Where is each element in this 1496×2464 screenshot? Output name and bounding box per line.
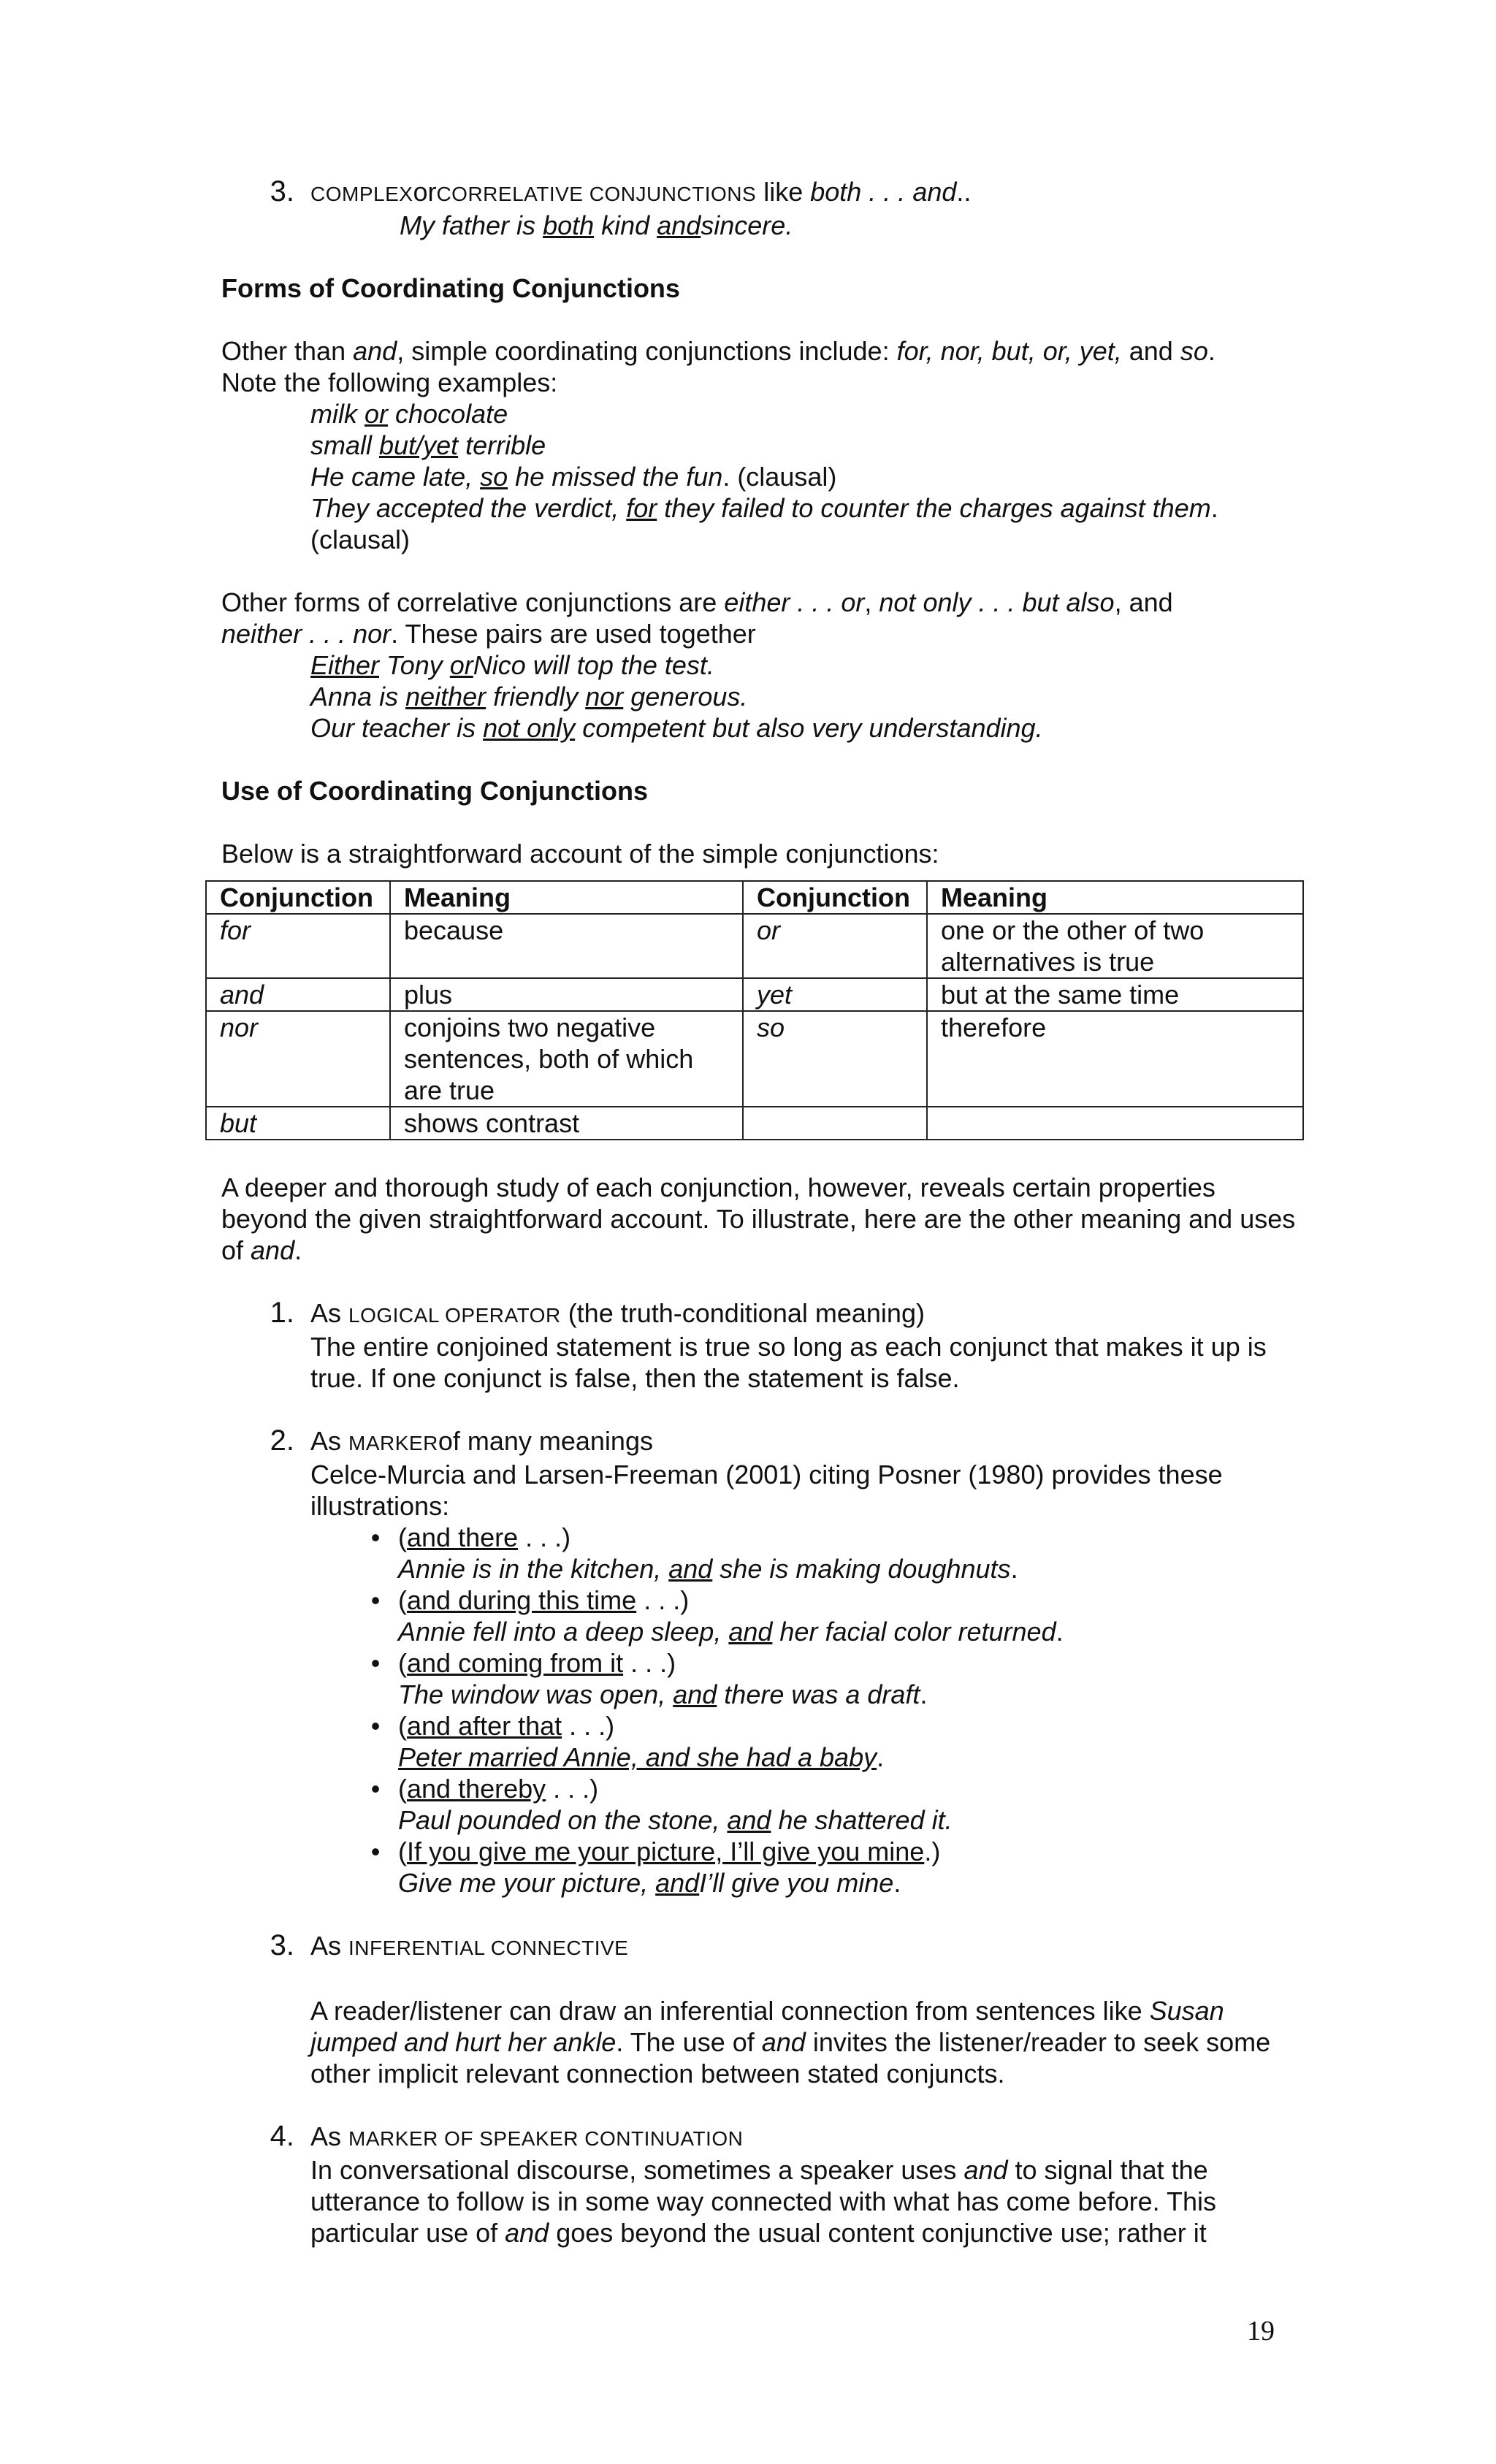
table-header: Conjunction	[743, 881, 927, 914]
example-line: (clausal)	[310, 525, 411, 554]
list-item: • (and coming from it . . .) The window was open, and there was a draft.	[310, 1647, 1302, 1710]
table-header: Meaning	[390, 881, 743, 914]
table-cell: but at the same time	[927, 978, 1303, 1011]
illustration-list	[221, 1522, 1302, 1899]
use-intro: Below is a straightforward account of the simple conjunctions:	[221, 839, 939, 869]
table-cell: shows contrast	[390, 1107, 743, 1140]
table-cell: nor	[206, 1011, 390, 1107]
table-cell: and	[206, 978, 390, 1011]
table-cell: but	[206, 1107, 390, 1140]
table-cell: yet	[743, 978, 927, 1011]
table-cell: so	[743, 1011, 927, 1107]
page-content	[221, 176, 1302, 2249]
example-line: small but/yet terrible	[310, 430, 546, 460]
bullet-icon: •	[370, 1585, 381, 1615]
table-cell: or	[743, 914, 927, 978]
table-cell	[927, 1107, 1303, 1140]
example-line: He came late, so he missed the fun. (clausal)	[310, 462, 837, 492]
conjunction-table	[205, 880, 1304, 1140]
table-cell	[743, 1107, 927, 1140]
list-item: • (and thereby . . .) Paul pounded on the stone, and he shattered it.	[310, 1773, 1302, 1836]
deeper-paragraph: A deeper and thorough study of each conjunction, however, reveals certain properties beyond the given straightforward account. To illustrate, here are the other meaning and uses of and.	[221, 1172, 1296, 1265]
list-item: • (and there . . .) Annie is in the kitchen, and she is making doughnuts.	[310, 1522, 1302, 1584]
correlative-intro: Other forms of correlative conjunctions are either . . . or, not only . . . but also, and neither . . . nor. These pairs are used together	[221, 587, 1173, 649]
item-body: A reader/listener can draw an inferential connection from sentences like Susan jumped and hurt her ankle. The use of and invites the listener/reader to seek some other implicit relevant connection between stated conjuncts.	[310, 1996, 1271, 2089]
use-heading: Use of Coordinating Conjunctions	[221, 776, 648, 806]
use-item-inferential: 3. As INFERENTIAL CONNECTIVE	[270, 1929, 629, 1961]
use-item-speaker-continuation: 4. As MARKER OF SPEAKER CONTINUATION	[270, 2120, 744, 2152]
bullet-icon: •	[370, 1836, 381, 1866]
simple-examples	[221, 398, 1302, 555]
table-header: Conjunction	[206, 881, 390, 914]
example-line: Either Tony orNico will top the test.	[310, 650, 714, 680]
item-text: COMPLEXorCORRELATIVE CONJUNCTIONS like both . . . and..	[310, 177, 972, 207]
list-item: • (and during this time . . .) Annie fell into a deep sleep, and her facial color returned.	[310, 1584, 1302, 1647]
complex-correlative-item	[221, 176, 1302, 210]
example-line: Anna is neither friendly nor generous.	[310, 682, 748, 712]
item-number: 3.	[270, 175, 294, 207]
item-body: In conversational discourse, sometimes a speaker uses and to signal that the utterance to follow is in some way connected with what has come before. This particular use of and goes beyond the usual content conjunctive use; rather it	[310, 2155, 1216, 2248]
table-cell: because	[390, 914, 743, 978]
page-number: 19	[1247, 2316, 1275, 2346]
table-cell: one or the other of two alternatives is true	[927, 914, 1303, 978]
example-line: They accepted the verdict, for they failed to counter the charges against them.	[310, 493, 1218, 523]
list-item: • (If you give me your picture, I’ll give you mine.) Give me your picture, andI’ll give you mine.	[310, 1836, 1302, 1899]
table-header: Meaning	[927, 881, 1303, 914]
correlative-examples	[221, 649, 1302, 744]
table-header-row	[206, 881, 1303, 914]
example-sentence: My father is both kind andsincere.	[400, 210, 793, 240]
list-item: • (and after that . . .) Peter married Annie, and she had a baby.	[310, 1710, 1302, 1773]
use-item-marker: 2. As MARKERof many meanings	[270, 1424, 653, 1457]
bullet-icon: •	[370, 1522, 381, 1552]
table-cell: for	[206, 914, 390, 978]
bullet-icon: •	[370, 1774, 381, 1804]
example-line: milk or chocolate	[310, 399, 508, 429]
example-line: Our teacher is not only competent but also very understanding.	[310, 713, 1043, 743]
forms-heading: Forms of Coordinating Conjunctions	[221, 273, 680, 303]
table-row	[206, 914, 1303, 978]
table-cell: conjoins two negative sentences, both of which are true	[390, 1011, 743, 1107]
table-cell: plus	[390, 978, 743, 1011]
forms-intro-line2: Note the following examples:	[221, 367, 558, 397]
item-body: The entire conjoined statement is true so long as each conjunct that makes it up is true. If one conjunct is false, then the statement is false.	[310, 1332, 1267, 1393]
bullet-icon: •	[370, 1648, 381, 1678]
bullet-icon: •	[370, 1711, 381, 1741]
table-row	[206, 1011, 1303, 1107]
table-cell: therefore	[927, 1011, 1303, 1107]
table-row	[206, 1107, 1303, 1140]
table-row	[206, 978, 1303, 1011]
use-item-logical-operator: 1. As LOGICAL OPERATOR (the truth-conditional meaning)	[270, 1297, 925, 1329]
item-body: Celce-Murcia and Larsen-Freeman (2001) citing Posner (1980) provides these illustrations:	[310, 1460, 1223, 1521]
forms-intro: Other than and, simple coordinating conjunctions include: for, nor, but, or, yet, and so.	[221, 336, 1216, 366]
